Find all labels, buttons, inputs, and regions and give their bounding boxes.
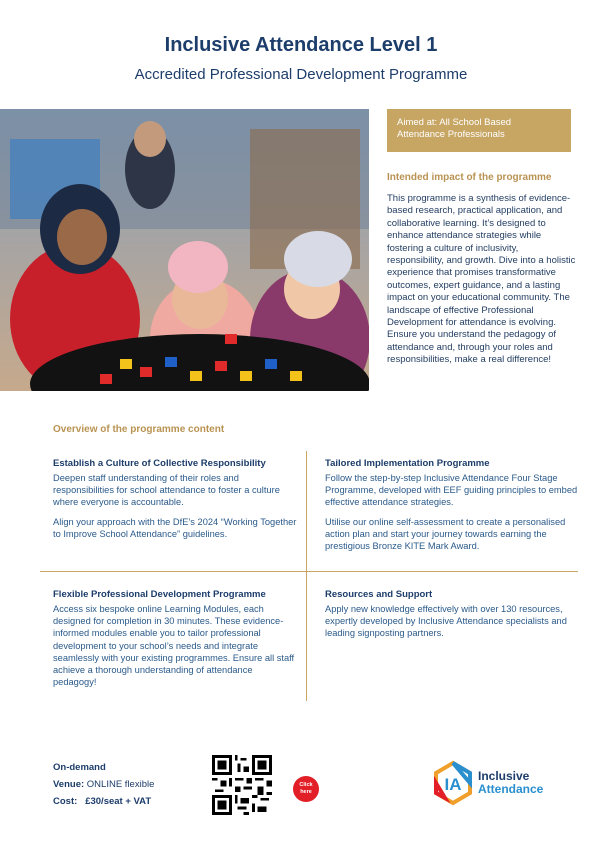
logo-line2: Attendance bbox=[478, 782, 544, 796]
qr-code-icon[interactable] bbox=[212, 755, 272, 815]
section-paragraph: Utilise our online self-assessment to create a personalised action plan and start your journey towards earning the prestigious Bronze KITE Mark Award. bbox=[325, 516, 566, 552]
section-title: Flexible Professional Development Programme bbox=[53, 589, 266, 600]
overview-heading: Overview of the programme content bbox=[53, 424, 225, 435]
section-flexible-development bbox=[53, 589, 297, 695]
delivery-mode: On-demand bbox=[53, 762, 106, 773]
section-paragraph: Apply new knowledge effectively with over 130 resources, expertly developed by Inclusive Attendance specialists and leading signposting partners. bbox=[325, 604, 567, 639]
cost-label: Cost: bbox=[53, 796, 78, 807]
cost-line bbox=[53, 793, 154, 810]
page-subtitle: Accredited Professional Development Programme bbox=[134, 66, 468, 83]
cost-value: £30/seat + VAT bbox=[85, 796, 152, 807]
click-here-line2: here bbox=[300, 789, 312, 795]
section-tailored-implementation bbox=[325, 458, 579, 559]
impact-heading: Intended impact of the programme bbox=[387, 172, 552, 183]
hexagon-logo-icon bbox=[430, 760, 476, 806]
impact-body: This programme is a synthesis of evidence-based research, practical application, and collaborative learning. It’s designed to enhance attendance strategies while fostering a culture of inclusivity, responsibility, and growth. Dive into a holistic experience that promises transformative outcomes, expert guidance, and a lasting impact on your educational community. The landscape of effective Professional Development for attendance is evolving. Ensure you understand the pedagogy of attendance and, through your roles and responsibilities, make a real difference! bbox=[387, 193, 576, 366]
section-paragraph: Follow the step-by-step Inclusive Attendance Four Stage Programme, developed with EEF guiding principles to embed effective attendance strategies. bbox=[325, 473, 578, 508]
section-paragraph: Deepen staff understanding of their roles and responsibilities for school attendance to foster a culture where everyone is accountable. bbox=[53, 473, 280, 508]
grid-vertical-divider bbox=[306, 451, 307, 701]
section-paragraph: Align your approach with the DfE’s 2024 “Working Together to Improve School Attendance” guidelines. bbox=[53, 516, 297, 539]
logo-mark: IA bbox=[444, 775, 462, 794]
venue-label: Venue: bbox=[53, 779, 85, 790]
section-collective-responsibility bbox=[53, 458, 297, 547]
page-title: Inclusive Attendance Level 1 bbox=[164, 34, 438, 56]
audience-box: Aimed at: All School Based Attendance Professionals bbox=[387, 109, 571, 152]
logo-wordmark bbox=[478, 770, 543, 796]
section-resources-support bbox=[325, 589, 579, 647]
section-title: Resources and Support bbox=[325, 589, 433, 600]
section-title: Establish a Culture of Collective Responsibility bbox=[53, 458, 266, 469]
event-details bbox=[53, 759, 154, 810]
click-here-button[interactable] bbox=[293, 776, 319, 802]
venue-line bbox=[53, 776, 154, 793]
logo-line1: Inclusive bbox=[478, 769, 530, 783]
children-playing-photo bbox=[0, 109, 369, 391]
click-here-line1: Click bbox=[299, 782, 313, 788]
section-paragraph: Access six bespoke online Learning Modules, each designed for completion in 30 minutes. These evidence-informed modules enable you to tailor professional development to your school’s needs and integrate seamlessly with your existing programmes. Ensure all staff achieve a thorough understanding of attendance pedagogy! bbox=[53, 604, 295, 688]
grid-horizontal-divider bbox=[40, 571, 578, 572]
section-title: Tailored Implementation Programme bbox=[325, 458, 490, 469]
venue-value: ONLINE flexible bbox=[86, 779, 155, 790]
